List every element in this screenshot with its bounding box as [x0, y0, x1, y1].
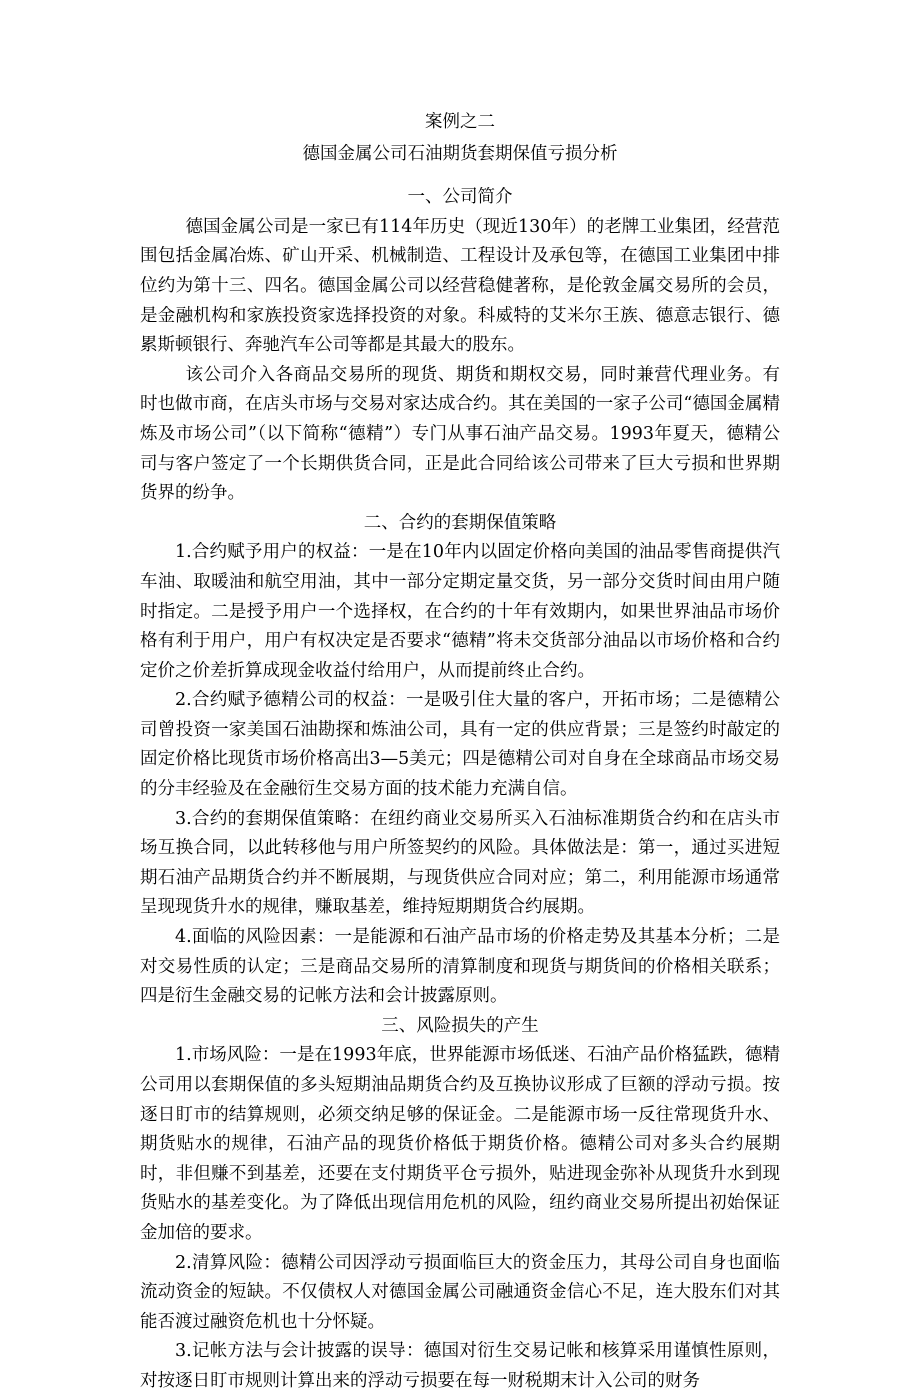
paragraph: 该公司介入各商品交易所的现货、期货和期权交易，同时兼营代理业务。有时也做市商，在店头市场与交易对家达成合约。其在美国的一家子公司“德国金属精炼及市场公司”（以下简称“德精”）专门从事石油产品交易。1993年夏天，德精公司与客户签定了一个长期供货合同，正是此合同给该公司带来了巨大亏损和世界期货界的纷争。: [140, 364, 780, 504]
section-heading-hedging-strategy: 二、合约的套期保值策略: [363, 512, 557, 533]
paragraph: 3.合约的套期保值策略：在纽约商业交易所买入石油标准期货合约和在店头市场互换合同，以此转移他与用户所签契约的风险。具体做法是：第一，通过买进短期石油产品期货合约并不断展期，与现货供应合同对应；第二，利用能源市场通常呈现现货升水的规律，赚取基差，维持短期期货合约展期。: [140, 808, 780, 918]
paragraph: 4.面临的风险因素：一是能源和石油产品市场的价格走势及其基本分析；二是对交易性质的认定；三是商品交易所的清算制度和现货与期货间的价格相关联系；四是衍生金融交易的记帐方法和会计披露原则。: [140, 927, 780, 1007]
document-page: [140, 108, 780, 1397]
paragraph: 德国金属公司是一家已有114年历史（现近130年）的老牌工业集团，经营范围包括金属冶炼、矿山开采、机械制造、工程设计及承包等，在德国工业集团中排位约为第十三、四名。德国金属公司以经营稳健著称，是伦敦金属交易所的会员，是金融机构和家族投资家选择投资的对象。科威特的艾米尔王族、德意志银行、德累斯顿银行、奔驰汽车公司等都是其最大的股东。: [140, 216, 780, 356]
section-heading-risk-loss: 三、风险损失的产生: [381, 1015, 539, 1036]
section-heading-company-profile: 一、公司简介: [407, 187, 513, 208]
paragraph: 2.合约赋予德精公司的权益：一是吸引住大量的客户，开拓市场；二是德精公司曾投资一家美国石油勘探和炼油公司，具有一定的供应背景；三是签约时敲定的固定价格比现货市场价格高出3—5美元；四是德精公司对自身在全球商品市场交易的分丰经验及在金融衍生交易方面的技术能力充满自信。: [140, 690, 780, 800]
paragraph: 1.市场风险：一是在1993年底，世界能源市场低迷、石油产品价格猛跌，德精公司用以套期保值的多头短期油品期货合约及互换协议形成了巨额的浮动亏损。按逐日盯市的结算规则，必须交纳足够的保证金。二是能源市场一反往常现货升水、期货贴水的规律，石油产品的现货价格低于期货价格。德精公司对多头合约展期时，非但赚不到基差，还要在支付期货平仓亏损外，贴进现金弥补从现货升水到现货贴水的基差变化。为了降低出现信用危机的风险，纽约商业交易所提出初始保证金加倍的要求。: [140, 1045, 780, 1243]
paragraph: 2.清算风险：德精公司因浮动亏损面临巨大的资金压力，其母公司自身也面临流动资金的短缺。不仅债权人对德国金属公司融通资金信心不足，连大股东们对其能否渡过融资危机也十分怀疑。: [140, 1252, 780, 1332]
document-title: 德国金属公司石油期货套期保值亏损分析: [302, 143, 618, 164]
paragraph: 3.记帐方法与会计披露的误导：德国对衍生交易记帐和核算采用谨慎性原则，对按逐日盯市规则计算出来的浮动亏损要在每一财税期末计入公司的财务: [140, 1341, 780, 1391]
case-label: 案例之二: [425, 112, 495, 132]
paragraph: 1.合约赋予用户的权益：一是在10年内以固定价格向美国的油品零售商提供汽车油、取暖油和航空用油，其中一部分定期定量交货，另一部分交货时间由用户随时指定。二是授予用户一个选择权，在合约的十年有效期内，如果世界油品市场价格有利于用户，用户有权决定是否要求“德精”将未交货部分油品以市场价格和合约定价之价差折算成现金收益付给用户，从而提前终止合约。: [140, 542, 780, 681]
